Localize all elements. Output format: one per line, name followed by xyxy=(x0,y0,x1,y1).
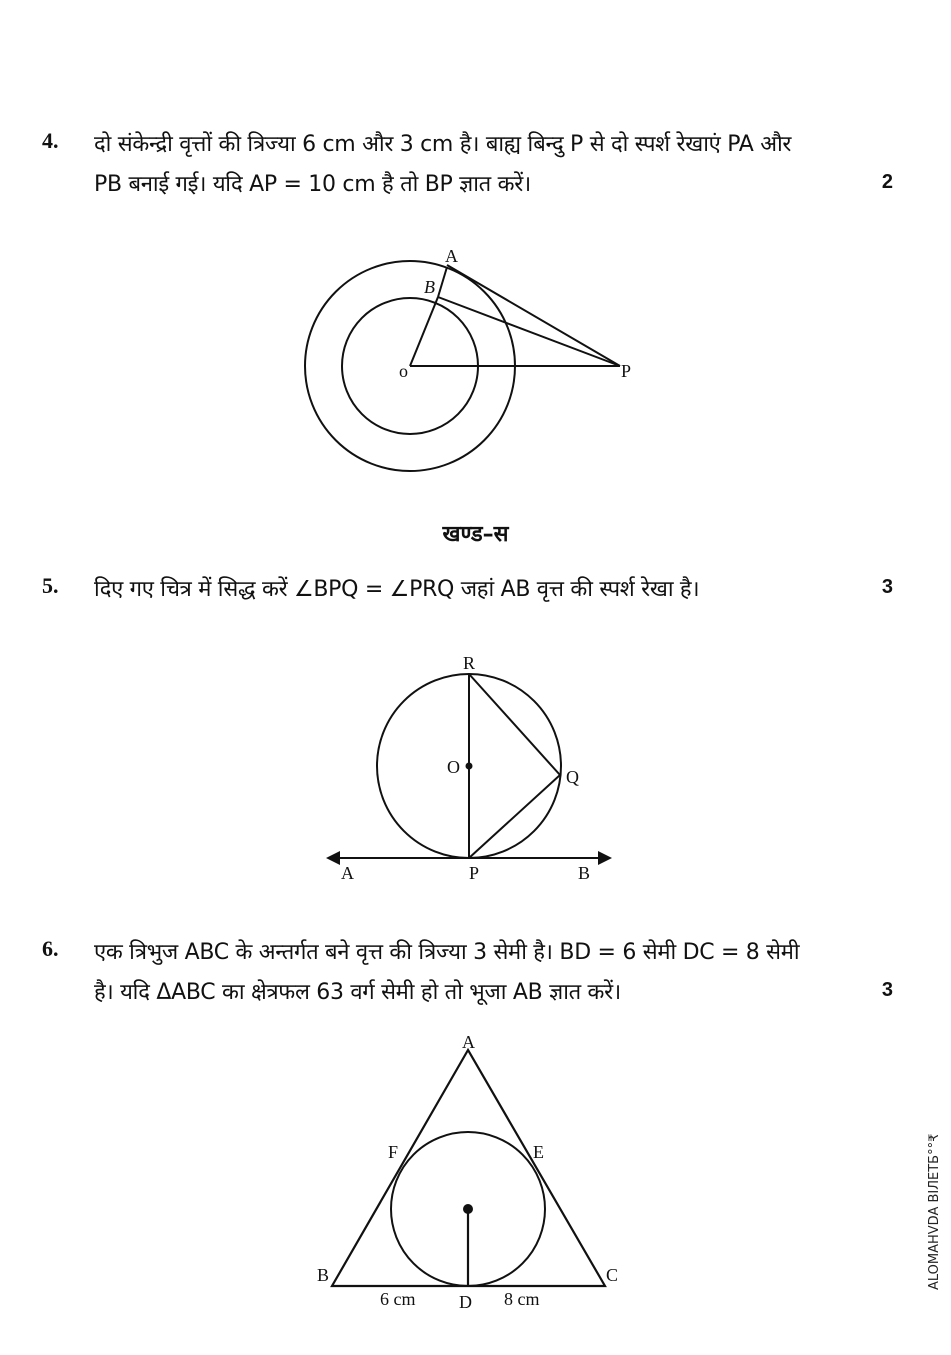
label-a: A xyxy=(341,863,354,883)
label-r: R xyxy=(463,653,476,673)
label-a: A xyxy=(445,246,458,266)
arrow-right-icon xyxy=(598,851,612,865)
segment-ob xyxy=(410,297,438,366)
length-bd: 6 cm xyxy=(380,1289,416,1309)
label-q: Q xyxy=(566,767,579,787)
margin-stamp xyxy=(905,1120,942,1295)
question-4-marks: 2 xyxy=(881,171,893,193)
label-e: E xyxy=(533,1142,544,1162)
label-f: F xyxy=(388,1142,399,1162)
question-6-text-line-1: एक त्रिभुज ABC के अन्तर्गत बने वृत्त की त्रिज्या 3 सेमी है। BD = 6 सेमी DC = 8 सेमी xyxy=(94,940,800,965)
margin-stamp-text: ALOMAHVDA ВІЛЕТБ°°₹ xyxy=(927,1133,942,1290)
question-6-number: 6. xyxy=(42,936,59,961)
tangent-pb xyxy=(438,297,620,366)
label-o: o xyxy=(399,361,408,381)
question-4-text-line-2: PB बनाई गई। यदि AP = 10 cm है तो BP ज्ञात करें। xyxy=(94,172,531,197)
label-c: C xyxy=(606,1265,619,1285)
section-title: खण्ड–स xyxy=(442,522,509,547)
question-4-number: 4. xyxy=(42,128,59,153)
question-4-text-line-1: दो संकेन्द्री वृत्तों की त्रिज्या 6 cm और 3 cm है। बाह्य बिन्दु P से दो स्पर्श रेखाएं PA और xyxy=(94,132,792,157)
center-dot xyxy=(466,763,473,770)
tangent-pa xyxy=(447,265,620,366)
arrow-left-icon xyxy=(326,851,340,865)
label-a: A xyxy=(462,1032,475,1052)
incenter-dot xyxy=(463,1204,473,1214)
question-6-figure xyxy=(310,1028,640,1318)
question-5-figure xyxy=(320,650,620,890)
label-d: D xyxy=(459,1292,472,1312)
question-5-number: 5. xyxy=(42,573,59,598)
question-5-text-line-1: दिए गए चित्र में सिद्ध करें ∠BPQ = ∠PRQ जहां AB वृत्त की स्पर्श रेखा है। xyxy=(94,577,700,602)
label-p: P xyxy=(621,361,632,381)
question-4-figure xyxy=(295,240,645,480)
ob-extension xyxy=(438,267,447,297)
length-dc: 8 cm xyxy=(504,1289,540,1309)
question-6-text-line-2: है। यदि ΔABC का क्षेत्रफल 63 वर्ग सेमी हो तो भूजा AB ज्ञात करें। xyxy=(94,980,621,1005)
label-p: P xyxy=(469,863,480,883)
question-6-marks: 3 xyxy=(881,979,893,1001)
label-b: B xyxy=(578,863,591,883)
label-b: B xyxy=(424,277,435,297)
label-b: B xyxy=(317,1265,330,1285)
chord-rq xyxy=(469,674,560,775)
question-5-marks: 3 xyxy=(881,576,893,598)
label-o: O xyxy=(447,757,460,777)
